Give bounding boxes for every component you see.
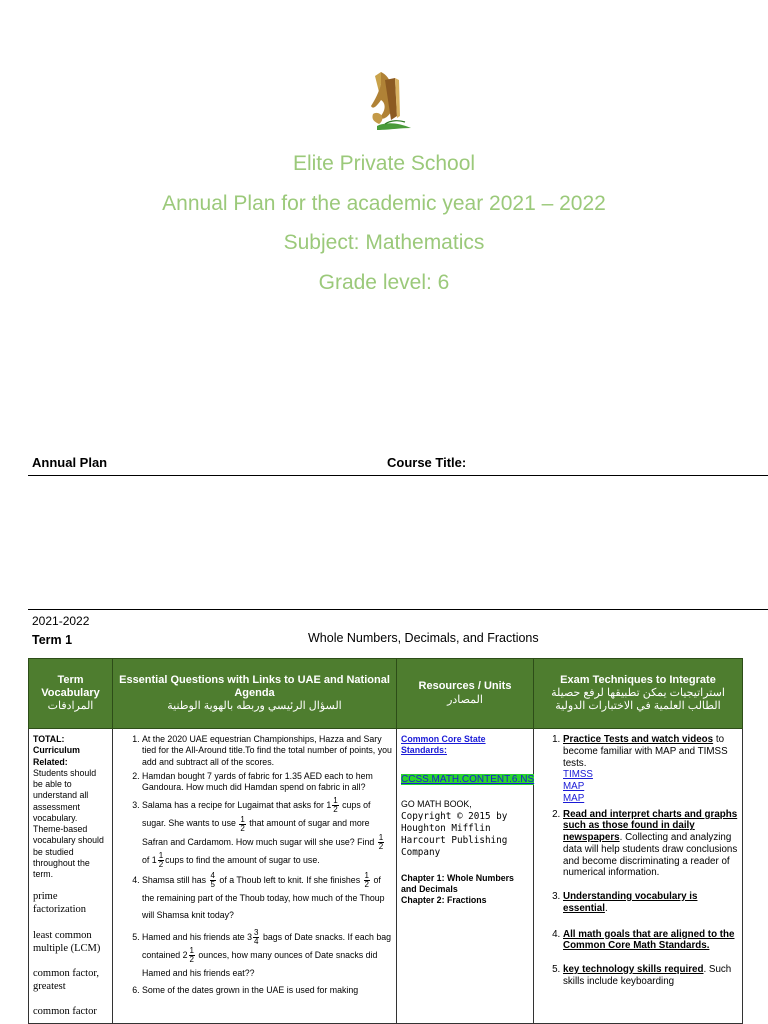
map-link[interactable]: MAP bbox=[563, 781, 585, 792]
subject-title: Subject: Mathematics bbox=[283, 231, 485, 254]
copyright-text: Copyright © 2015 by Houghton Mifflin Harcourt Publishing Company bbox=[401, 810, 508, 858]
resources-cell bbox=[397, 729, 534, 1024]
ccss-code-link[interactable]: CCSS.MATH.CONTENT.6.NS bbox=[401, 773, 535, 785]
exam-item: 4. All math goals that are aligned to the Common Core Math Standards. bbox=[563, 929, 738, 953]
vocab-term: least common multiple (LCM) bbox=[33, 929, 101, 954]
fraction: $\frac{1}{2}$ bbox=[378, 832, 384, 851]
divider-bottom bbox=[28, 609, 768, 610]
fraction: $\frac{1}{2}$ bbox=[364, 871, 369, 890]
vocab-term: common factor bbox=[33, 1006, 97, 1017]
timss-link[interactable]: TIMSS bbox=[563, 769, 593, 781]
book-title: GO MATH BOOK, bbox=[401, 799, 472, 810]
fraction: $\frac{3}{4}$ bbox=[254, 927, 259, 946]
question-item: 2. Hamdan bought 7 yards of fabric for 1.35 AED each to hem Gandoura. How much did Hamdan spend on fabric in all? bbox=[142, 771, 392, 794]
fraction: $\frac{1}{2}$ bbox=[333, 796, 338, 815]
chapter-2: Chapter 2: Fractions bbox=[401, 895, 487, 906]
ccss-link[interactable]: Common Core State Standards: bbox=[401, 734, 486, 756]
header-resources: Resources / Units المصادر bbox=[397, 659, 534, 729]
exam-item: 3. Understanding vocabulary is essential. bbox=[563, 891, 738, 915]
vocabulary-cell bbox=[29, 729, 113, 1024]
divider-top bbox=[28, 475, 768, 476]
header-exam-techniques: Exam Techniques to Integrate استراتيجيات يمكن تطبيقها لرفع حصيلة الطالب العلمية في الاختبارات الدولية bbox=[534, 659, 743, 729]
fraction: $\frac{1}{2}$ bbox=[240, 814, 245, 833]
chapter-1: Chapter 1: Whole Numbers and Decimals bbox=[401, 872, 514, 895]
exam-techniques-cell bbox=[534, 729, 743, 1024]
essential-questions-cell bbox=[113, 729, 397, 1024]
fraction: $\frac{1}{2}$ bbox=[158, 850, 164, 869]
exam-item: 1. Practice Tests and watch videos to become familiar with MAP and TIMSS tests. TIMSS MAP MAP bbox=[563, 734, 738, 805]
vocab-intro: Students should be able to understand all assessment vocabulary. Theme-based vocabulary should be studied throughout the term. bbox=[33, 767, 104, 879]
term-label: Term 1 bbox=[32, 633, 73, 647]
vocab-term: common factor, greatest bbox=[33, 967, 100, 992]
question-item: 6. Some of the dates grown in the UAE is used for making bbox=[142, 985, 392, 996]
course-title-label: Course Title: bbox=[387, 455, 467, 470]
school-logo bbox=[355, 70, 413, 136]
map-link[interactable]: MAP bbox=[563, 792, 585, 804]
exam-item: 5. key technology skills required. Such skills include keyboarding bbox=[563, 964, 738, 988]
exam-item: 2. Read and interpret charts and graphs such as those found in daily newspapers. Collecting and analyzing data will help students draw conclusions and become discriminating a reader of numerical information. bbox=[563, 809, 738, 880]
vocab-term: prime factorization bbox=[33, 891, 87, 916]
curriculum-related-label: Curriculum Related: bbox=[33, 745, 80, 767]
total-label: TOTAL: bbox=[33, 734, 65, 744]
fraction: $\frac{1}{2}$ bbox=[189, 946, 194, 965]
annual-plan-label: Annual Plan bbox=[32, 455, 108, 470]
school-name: Elite Private School bbox=[292, 152, 476, 175]
term-title: Whole Numbers, Decimals, and Fractions bbox=[308, 631, 539, 645]
grade-title: Grade level: 6 bbox=[318, 271, 450, 294]
question-item: 5. Hamed and his friends ate 3 $\frac{3}{4}$ bags of Date snacks. If each bag contained 2 $\frac{1}{2}$ ounces, how many ounces of Date snacks did Hamed and his friends eat?? bbox=[142, 928, 392, 982]
header-vocabulary: Term Vocabulary المرادفات bbox=[29, 659, 113, 729]
question-item: 4. Shamsa still has $\frac{4}{5}$ of a Thoub left to knit. If she finishes $\frac{1}{2}$ of the remaining part of the Thoub today, how much of the Thoup will Shamsa knit today? bbox=[142, 872, 392, 925]
academic-year: 2021-2022 bbox=[32, 614, 90, 628]
annual-plan-table bbox=[28, 658, 743, 1024]
fraction: $\frac{4}{5}$ bbox=[210, 871, 215, 890]
question-item: 3. Salama has a recipe for Lugaimat that asks for 1 $\frac{1}{2}$ cups of sugar. She wants to use $\frac{1}{2}$ that amount of sugar and more Safran and Cardamom. How much sugar will she use? Find $\frac{1}{2}$ of 1 $\frac{1}{2}$ cups to find the amount of sugar to use. bbox=[142, 796, 392, 869]
header-essential-questions: Essential Questions with Links to UAE and National Agenda السؤال الرئيسي وربطه بالهوية الوطنية bbox=[113, 659, 397, 729]
annual-plan-title: Annual Plan for the academic year 2021 – 2022 bbox=[162, 192, 606, 215]
question-item: 1. At the 2020 UAE equestrian Championships, Hazza and Sary tied for the All-Around title.To find the total number of points, you add and subtract all of the scores. bbox=[142, 734, 392, 768]
